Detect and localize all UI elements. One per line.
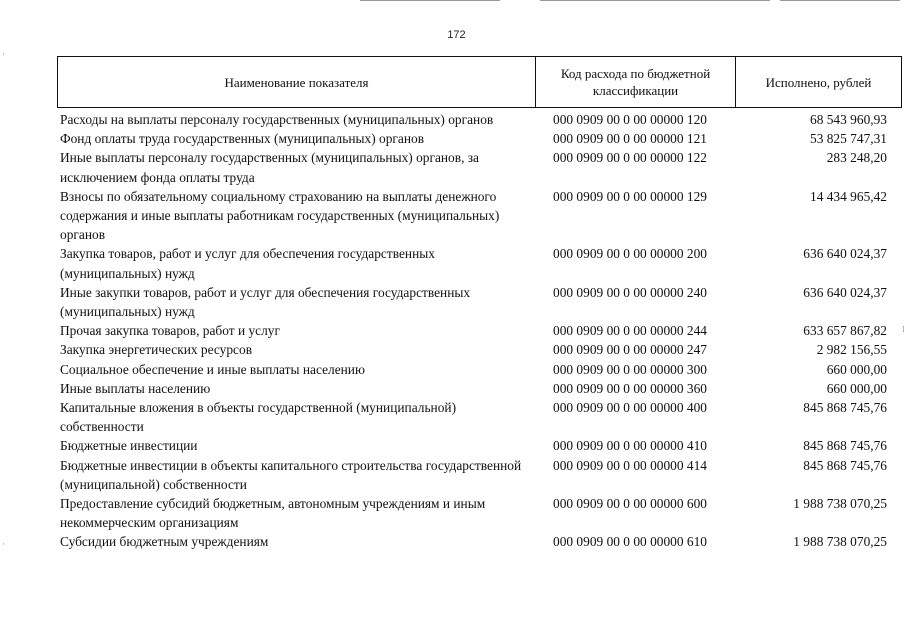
table-row xyxy=(57,398,902,436)
row-name: Капитальные вложения в объекты государственной (муниципальной) собственности xyxy=(60,400,457,435)
row-name: Фонд оплаты труда государственных (муниципальных) органов xyxy=(60,131,425,147)
row-code: 000 0909 00 0 00 00000 129 xyxy=(553,188,707,204)
row-code: 000 0909 00 0 00 00000 240 xyxy=(553,284,707,300)
table-row xyxy=(57,110,902,129)
row-name: Иные выплаты населению xyxy=(60,380,211,396)
scan-edge-line xyxy=(780,0,900,1)
row-name: Бюджетные инвестиции в объекты капитального строительства государственной (муниципальной) собственности xyxy=(60,457,522,492)
row-name: Закупка товаров, работ и услуг для обеспечения государственных (муниципальных) нужд xyxy=(60,246,435,281)
row-amount: 636 640 024,37 xyxy=(803,246,887,262)
row-name: Иные закупки товаров, работ и услуг для обеспечения государственных (муниципальных) нужд xyxy=(60,284,471,320)
row-amount: 2 982 156,55 xyxy=(816,342,887,358)
row-amount: 1 988 738 070,25 xyxy=(793,496,887,512)
table-row xyxy=(57,456,902,494)
row-name: Иные выплаты персоналу государственных (муниципальных) органов, за исключением фонда оплаты труда xyxy=(60,150,480,185)
scan-edge-line xyxy=(360,0,500,1)
header-amount: Исполнено, рублей xyxy=(765,74,872,90)
row-name: Субсидии бюджетным учреждениям xyxy=(60,534,269,550)
header-name: Наименование показателя xyxy=(58,57,536,107)
table-header xyxy=(57,56,902,108)
row-amount: 14 434 965,42 xyxy=(810,188,887,204)
row-name: Расходы на выплаты персоналу государственных (муниципальных) органов xyxy=(60,112,494,127)
row-amount: 660 000,00 xyxy=(826,380,887,396)
row-code: 000 0909 00 0 00 00000 610 xyxy=(553,534,707,550)
row-name: Предоставление субсидий бюджетным, автономным учреждениям и иным некоммерческим организациям xyxy=(60,496,486,531)
row-amount: 283 248,20 xyxy=(826,150,887,166)
row-amount: 636 640 024,37 xyxy=(803,284,887,300)
row-code: 000 0909 00 0 00 00000 247 xyxy=(553,342,707,358)
row-code: 000 0909 00 0 00 00000 600 xyxy=(553,496,707,512)
table-row xyxy=(57,340,902,359)
table-row xyxy=(57,148,902,186)
row-code: 000 0909 00 0 00 00000 200 xyxy=(553,246,707,262)
row-code: 000 0909 00 0 00 00000 122 xyxy=(553,150,707,166)
row-code: 000 0909 00 0 00 00000 360 xyxy=(553,380,707,396)
row-amount: 845 868 745,76 xyxy=(803,457,887,473)
table-row xyxy=(57,494,902,532)
table-row xyxy=(57,321,902,340)
row-amount: 845 868 745,76 xyxy=(803,438,887,454)
row-name: Социальное обеспечение и иные выплаты населению xyxy=(60,361,365,377)
scan-artifact: · xyxy=(2,540,5,550)
table-row xyxy=(57,129,902,148)
row-name: Бюджетные инвестиции xyxy=(60,438,198,454)
row-code: 000 0909 00 0 00 00000 244 xyxy=(553,323,707,339)
scan-artifact: · xyxy=(2,50,5,60)
table-body xyxy=(57,110,902,552)
scan-artifact: ⁞ xyxy=(902,325,905,335)
header-code: Код расхода по бюджетной классификации xyxy=(536,57,736,107)
row-code: 000 0909 00 0 00 00000 120 xyxy=(553,112,707,127)
row-code: 000 0909 00 0 00 00000 400 xyxy=(553,400,707,416)
row-name: Взносы по обязательному социальному страхованию на выплаты денежного содержания и иные выплаты работникам государственных (муниципальных) органов xyxy=(60,188,500,243)
row-name: Прочая закупка товаров, работ и услуг xyxy=(60,323,280,339)
table-row xyxy=(57,532,902,551)
table-row xyxy=(57,187,902,245)
row-code: 000 0909 00 0 00 00000 414 xyxy=(553,457,707,473)
table-row xyxy=(57,283,902,321)
table-row xyxy=(57,379,902,398)
row-amount: 660 000,00 xyxy=(826,361,887,377)
table-row xyxy=(57,244,902,282)
row-amount: 845 868 745,76 xyxy=(803,400,887,416)
scan-edge-line xyxy=(540,0,770,1)
row-code: 000 0909 00 0 00 00000 410 xyxy=(553,438,707,454)
table-row xyxy=(57,436,902,455)
row-amount: 1 988 738 070,25 xyxy=(793,534,887,550)
row-amount: 633 657 867,82 xyxy=(803,323,887,339)
row-name: Закупка энергетических ресурсов xyxy=(60,342,253,358)
row-amount: 68 543 960,93 xyxy=(810,112,887,127)
table-row xyxy=(57,360,902,379)
row-amount: 53 825 747,31 xyxy=(810,131,887,147)
row-code: 000 0909 00 0 00 00000 300 xyxy=(553,361,707,377)
page-number: 172 xyxy=(447,29,466,41)
row-code: 000 0909 00 0 00 00000 121 xyxy=(553,131,707,147)
